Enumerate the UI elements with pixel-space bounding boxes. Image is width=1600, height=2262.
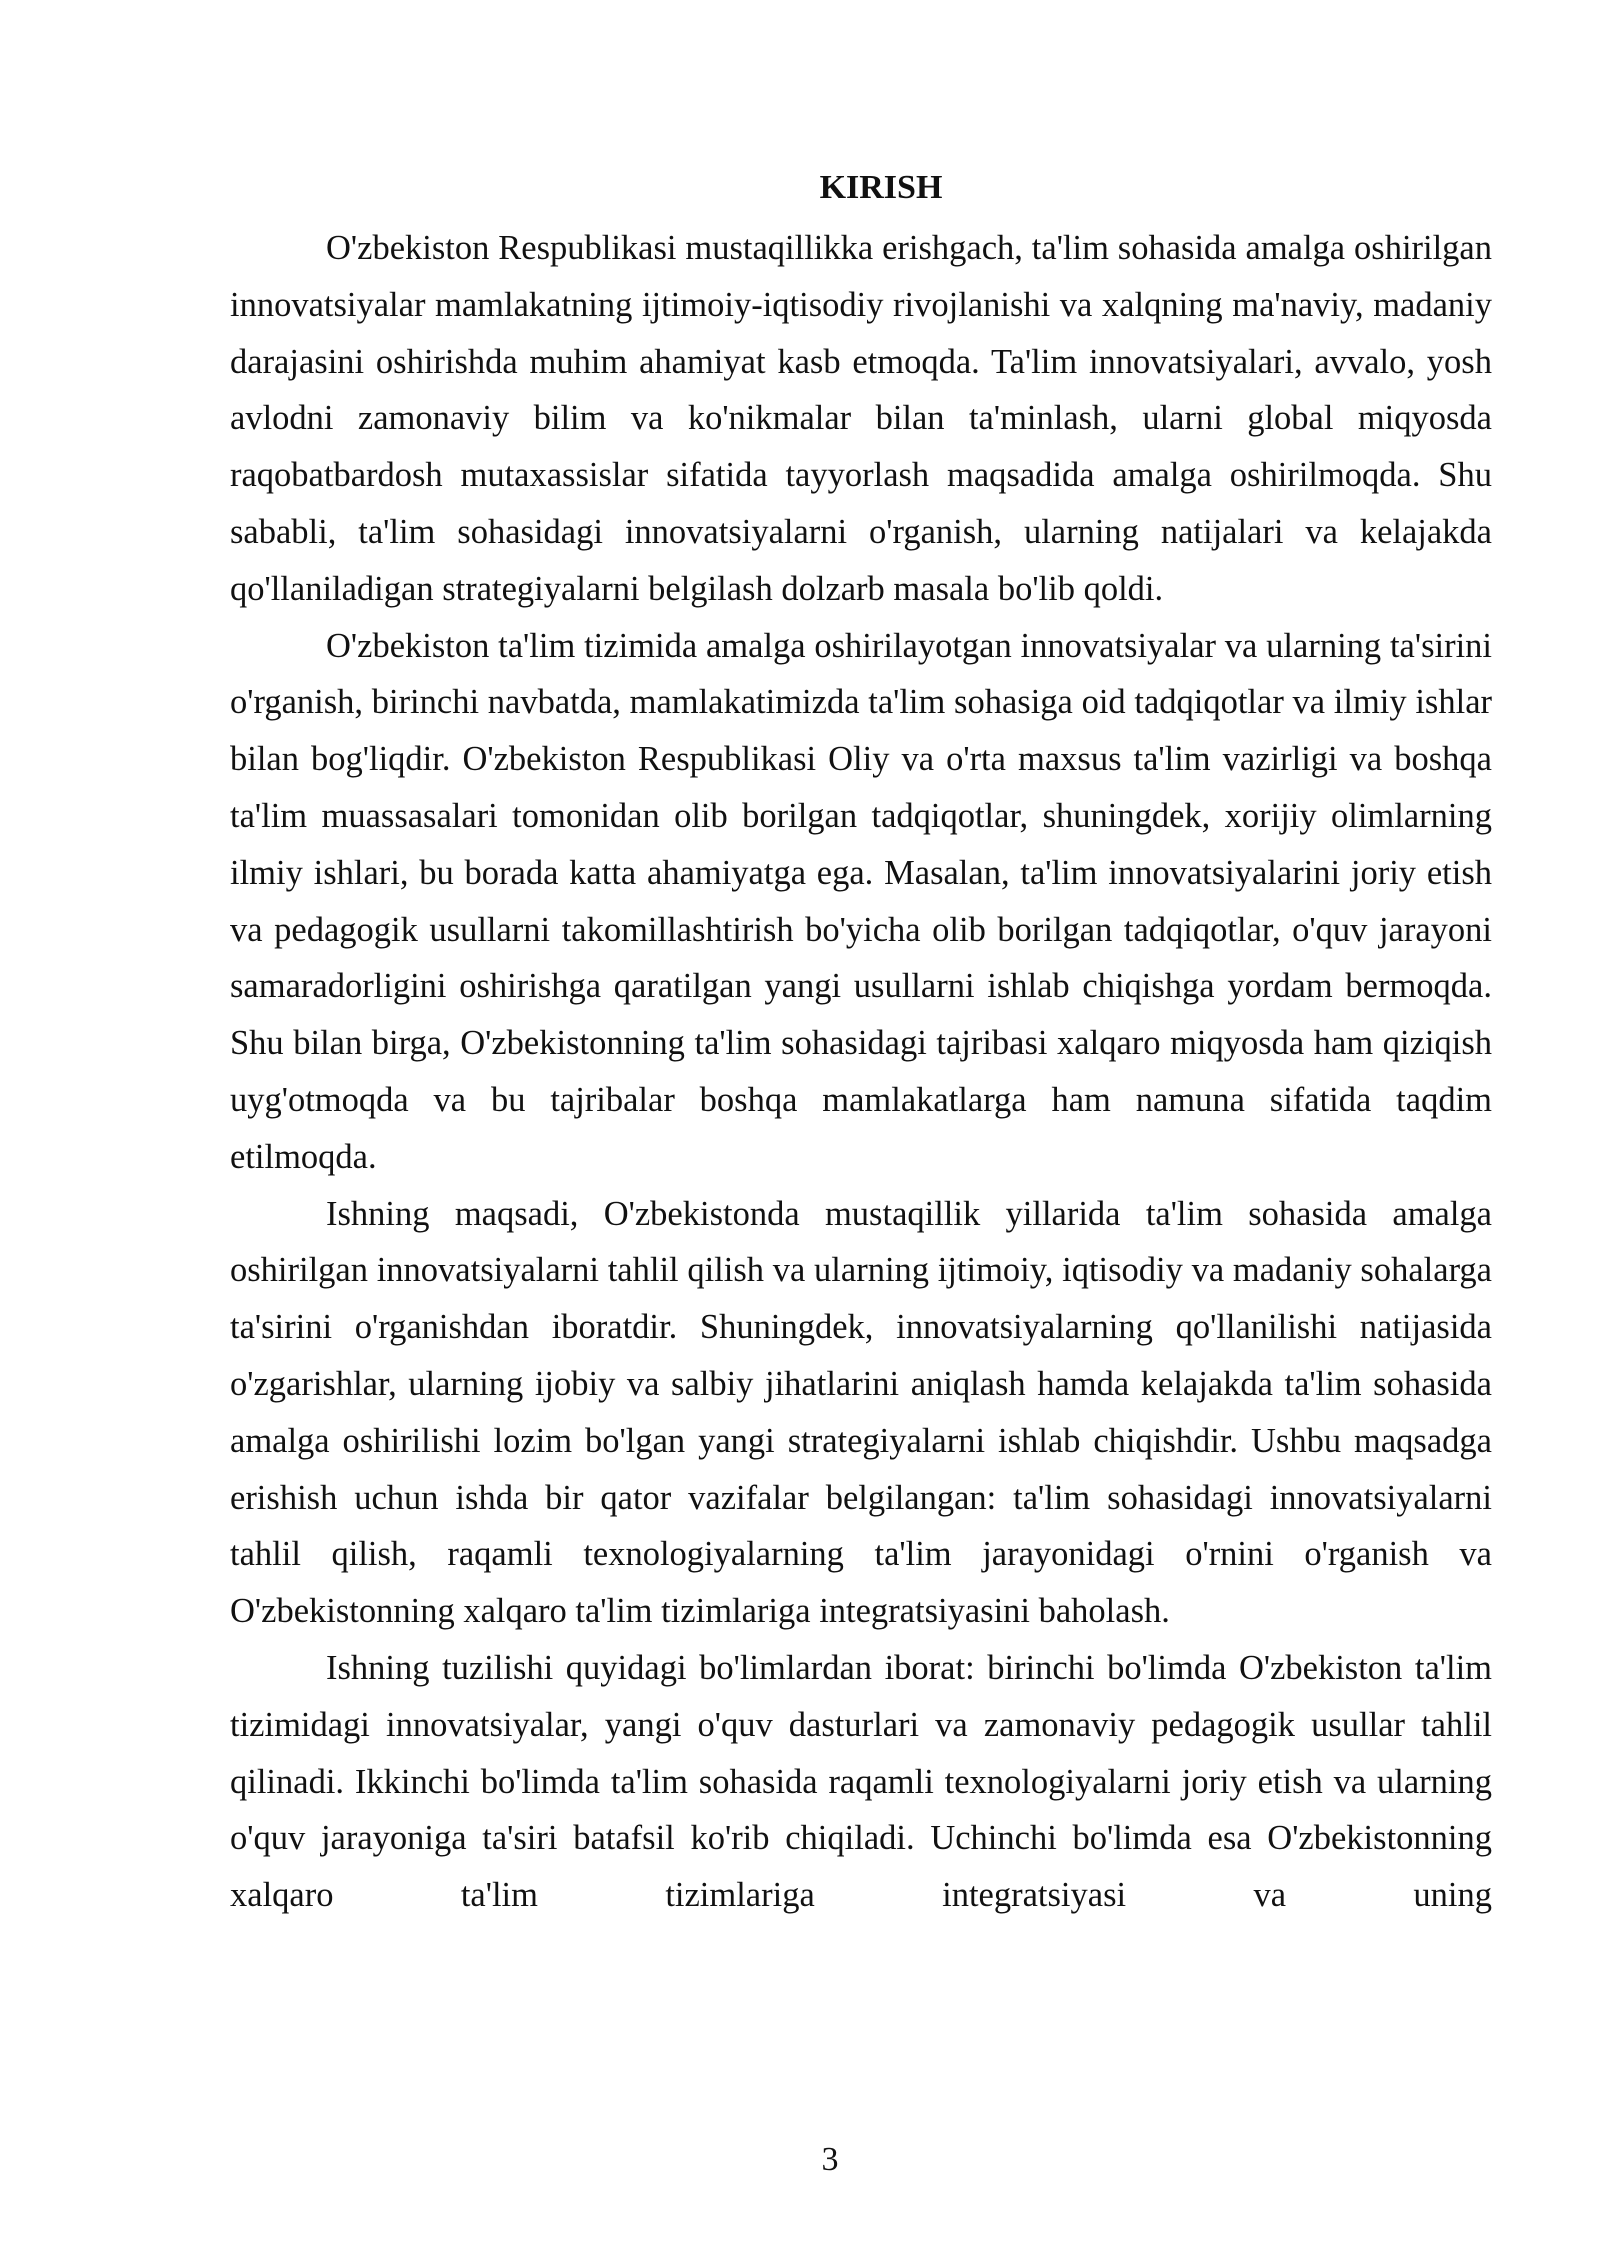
page-content [230, 160, 1492, 1924]
page-title: KIRISH [819, 169, 943, 206]
paragraph-3: Ishning maqsadi, O'zbekistonda mustaqillik yillarida ta'lim sohasida amalga oshirilgan innovatsiyalarni tahlil qilish va ularning ijtimoiy, iqtisodiy va madaniy sohalarga ta'sirini o'rganishdan iboratdir. Shuningdek, innovatsiyalarning qo'llanilishi natijasida o'zgarishlar, ularning ijobiy va salbiy jihatlarini aniqlash hamda kelajakda ta'lim sohasida amalga oshirilishi lozim bo'lgan yangi strategiyalarni ishlab chiqishdir. Ushbu maqsadga erishish uchun ishda bir qator vazifalar belgilangan: ta'lim sohasidagi innovatsiyalarni tahlil qilish, raqamli texnologiyalarning ta'lim jarayonidagi o'rnini o'rganish va O'zbekistonning xalqaro ta'lim tizimlariga integratsiyasini baholash. [230, 1194, 1492, 1631]
page-number: 3 [821, 2141, 839, 2178]
paragraph-4: Ishning tuzilishi quyidagi bo'limlardan iborat: birinchi bo'limda O'zbekiston ta'lim tizimidagi innovatsiyalar, yangi o'quv dasturlari va zamonaviy pedagogik usullar tahlil qilinadi. Ikkinchi bo'limda ta'lim sohasida raqamli texnologiyalarni joriy etish va ularning o'quv jarayoniga ta'siri batafsil ko'rib chiqiladi. Uchinchi bo'limda esa O'zbekistonning xalqaro ta'lim tizimlariga integratsiyasi va uning [230, 1648, 1492, 1915]
paragraph-1: O'zbekiston Respublikasi mustaqillikka erishgach, ta'lim sohasida amalga oshirilgan innovatsiyalar mamlakatning ijtimoiy-iqtisodiy rivojlanishi va xalqning ma'naviy, madaniy darajasini oshirishda muhim ahamiyat kasb etmoqda. Ta'lim innovatsiyalari, avvalo, yosh avlodni zamonaviy bilim va ko'nikmalar bilan ta'minlash, ularni global miqyosda raqobatbardosh mutaxassislar sifatida tayyorlash maqsadida amalga oshirilmoqda. Shu sababli, ta'lim sohasidagi innovatsiyalarni o'rganish, ularning natijalari va kelajakda qo'llaniladigan strategiyalarni belgilash dolzarb masala bo'lib qoldi. [230, 229, 1492, 608]
paragraph-2: O'zbekiston ta'lim tizimida amalga oshirilayotgan innovatsiyalar va ularning ta'sirini o'rganish, birinchi navbatda, mamlakatimizda ta'lim sohasiga oid tadqiqotlar va ilmiy ishlar bilan bog'liqdir. O'zbekiston Respublikasi Oliy va o'rta maxsus ta'lim vazirligi va boshqa ta'lim muassasalari tomonidan olib borilgan tadqiqotlar, shuningdek, xorijiy olimlarning ilmiy ishlari, bu borada katta ahamiyatga ega. Masalan, ta'lim innovatsiyalarini joriy etish va pedagogik usullarni takomillashtirish bo'yicha olib borilgan tadqiqotlar, o'quv jarayoni samaradorligini oshirishga qaratilgan yangi usullarni ishlab chiqishga yordam bermoqda. Shu bilan birga, O'zbekistonning ta'lim sohasidagi tajribasi xalqaro miqyosda ham qiziqish uyg'otmoqda va bu tajribalar boshqa mamlakatlarga ham namuna sifatida taqdim etilmoqda. [230, 626, 1492, 1176]
